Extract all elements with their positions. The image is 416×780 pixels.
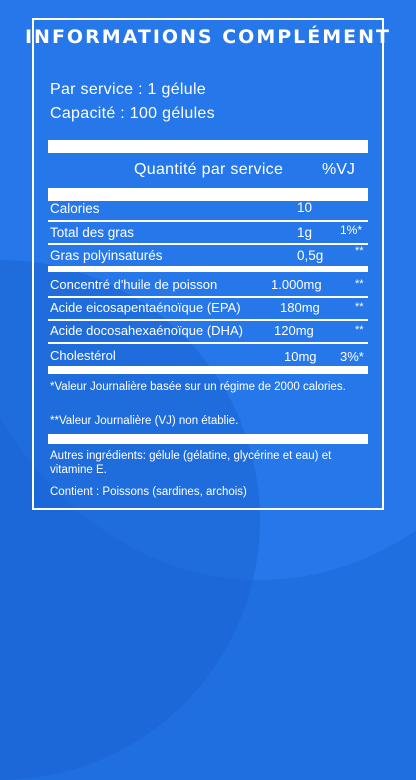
row-value-total-fat: 1g <box>297 225 313 240</box>
row-value-dha: 120mg <box>274 323 314 338</box>
row-label-cholesterol: Cholestérol <box>50 348 116 363</box>
row-label-total-fat: Total des gras <box>50 225 135 240</box>
row-value-cholesterol: 10mg <box>284 349 317 364</box>
row-value-polyunsaturated: 0,5g <box>297 248 324 263</box>
row-vj-dha: ** <box>355 324 364 336</box>
row-vj-fish-oil: ** <box>355 278 364 290</box>
row-vj-cholesterol: 3%* <box>340 349 364 364</box>
page-title: INFORMATIONS COMPLÉMENT <box>24 26 391 48</box>
row-vj-epa: ** <box>355 301 364 313</box>
row-divider <box>48 319 368 321</box>
row-divider <box>48 220 368 222</box>
row-vj-total-fat: 1%* <box>340 223 363 237</box>
header-quantity: Quantité par service <box>134 161 284 178</box>
serving-size: Par service : 1 gélule <box>50 81 207 98</box>
other-ingredients: Autres ingrédients: gélule (gélatine, glycérine et eau) et vitamine E. <box>50 450 332 476</box>
row-value-epa: 180mg <box>280 300 320 315</box>
serving-capacity: Capacité : 100 gélules <box>50 105 215 122</box>
row-label-calories: Calories <box>50 201 100 216</box>
row-divider <box>48 342 368 344</box>
row-vj-polyunsaturated: ** <box>355 245 364 257</box>
header-vj: %VJ <box>322 161 355 178</box>
allergen-contains: Contient : Poissons (sardines, archois) <box>50 486 247 498</box>
row-divider <box>48 296 368 298</box>
row-label-dha: Acide docosahexaénoïque (DHA) <box>50 323 243 338</box>
vj-not-established-note: **Valeur Journalière (VJ) non établie. <box>50 415 239 427</box>
divider-bar <box>48 140 368 153</box>
row-value-calories: 10 <box>297 200 313 215</box>
row-label-epa: Acide eicosapentaénoïque (EPA) <box>50 300 241 315</box>
row-value-fish-oil: 1.000mg <box>271 277 322 292</box>
divider-bar <box>48 434 368 444</box>
divider-bar <box>48 366 368 374</box>
divider-bar <box>48 188 368 201</box>
row-label-polyunsaturated: Gras polyinsaturés <box>50 248 163 263</box>
divider-bar <box>48 266 368 272</box>
row-divider <box>48 243 368 245</box>
daily-value-note: *Valeur Journalière basée sur un régime de 2000 calories. <box>50 381 346 393</box>
row-label-fish-oil: Concentré d'huile de poisson <box>50 277 218 292</box>
